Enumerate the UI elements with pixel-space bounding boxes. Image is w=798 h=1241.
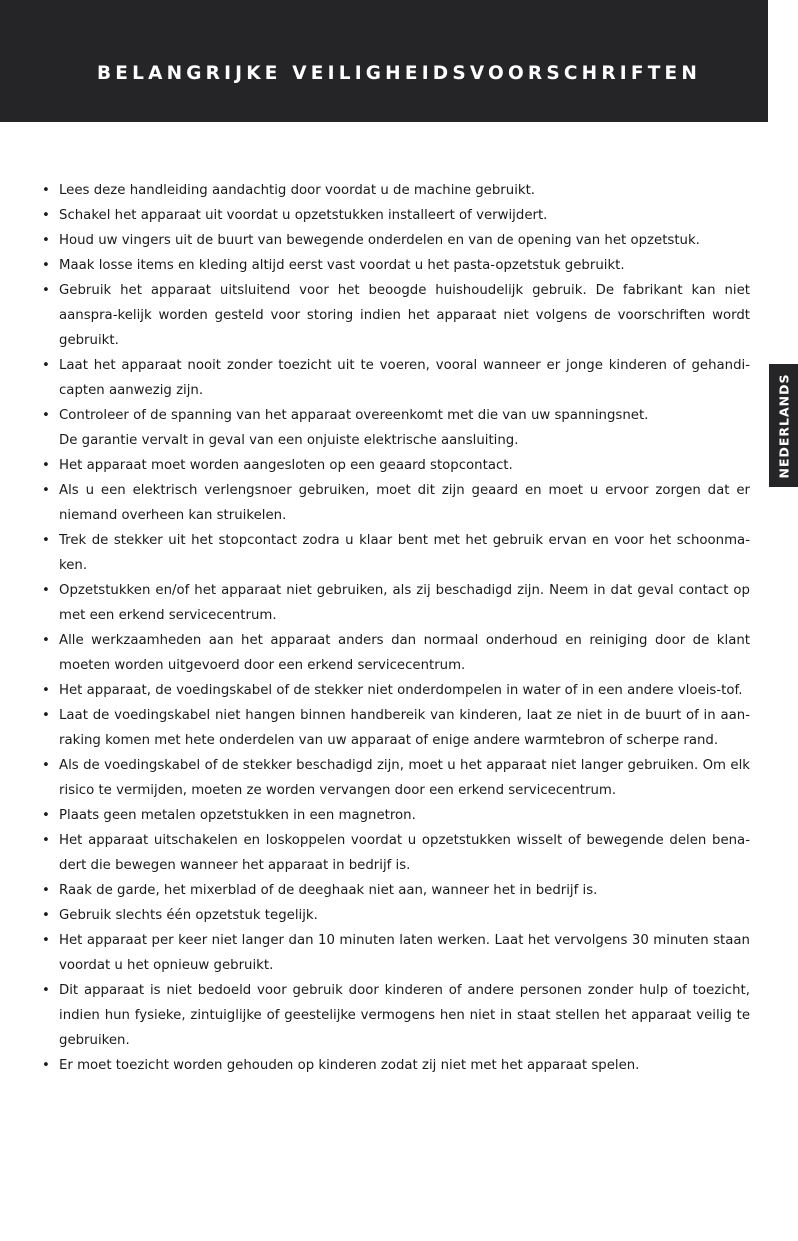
list-item: • Als u een elektrisch verlengsnoer gebruiken, moet dit zijn geaard en moet u ervoor zorgen dat er niemand overheen kan struikelen. bbox=[40, 478, 750, 528]
list-item: • Dit apparaat is niet bedoeld voor gebruik door kinderen of andere personen zonder hulp of toezicht, indien hun fysieke, zintuiglijke of geestelijke vermogens hen niet in staat stellen het apparaat veilig te gebruiken. bbox=[40, 978, 750, 1053]
safety-instructions-list bbox=[40, 178, 750, 1078]
list-item: • Als de voedingskabel of de stekker beschadigd zijn, moet u het apparaat niet langer gebruiken. Om elk risico te vermijden, moeten ze worden vervangen door een erkend servicecentrum. bbox=[40, 753, 750, 803]
list-item: • Plaats geen metalen opzetstukken in een magnetron. bbox=[40, 803, 750, 828]
list-item: • Gebruik slechts één opzetstuk tegelijk. bbox=[40, 903, 750, 928]
list-item: • Alle werkzaamheden aan het apparaat anders dan normaal onderhoud en reiniging door de klant moeten worden uitgevoerd door een erkend servicecentrum. bbox=[40, 628, 750, 678]
language-tab-label: NEDERLANDS bbox=[776, 372, 791, 479]
list-item: • Maak losse items en kleding altijd eerst vast voordat u het pasta-opzetstuk gebruikt. bbox=[40, 253, 750, 278]
page-title: BELANGRIJKE VEILIGHEIDSVOORSCHRIFTEN bbox=[96, 63, 702, 84]
list-item: • Het apparaat per keer niet langer dan 10 minuten laten werken. Laat het vervolgens 30 minuten staan voordat u het opnieuw gebruikt. bbox=[40, 928, 750, 978]
list-item: • Laat het apparaat nooit zonder toezicht uit te voeren, vooral wanneer er jonge kinderen of gehandi-capten aanwezig zijn. bbox=[40, 353, 750, 403]
list-item: • Lees deze handleiding aandachtig door voordat u de machine gebruikt. bbox=[40, 178, 750, 203]
list-item-line: • Controleer of de spanning van het apparaat overeenkomt met die van uw spanningsnet. bbox=[59, 408, 649, 423]
list-item bbox=[40, 403, 750, 453]
list-item: • Het apparaat moet worden aangesloten op een geaard stopcontact. bbox=[40, 453, 750, 478]
list-item: • Raak de garde, het mixerblad of de deeghaak niet aan, wanneer het in bedrijf is. bbox=[40, 878, 750, 903]
list-item: • Schakel het apparaat uit voordat u opzetstukken installeert of verwijdert. bbox=[40, 203, 750, 228]
list-item-line: De garantie vervalt in geval van een onjuiste elektrische aansluiting. bbox=[59, 433, 519, 448]
list-item: • Opzetstukken en/of het apparaat niet gebruiken, als zij beschadigd zijn. Neem in dat geval contact op met een erkend servicecentrum. bbox=[40, 578, 750, 628]
list-item: • Houd uw vingers uit de buurt van bewegende onderdelen en van de opening van het opzetstuk. bbox=[40, 228, 750, 253]
list-item: • Trek de stekker uit het stopcontact zodra u klaar bent met het gebruik ervan en voor het schoonma-ken. bbox=[40, 528, 750, 578]
list-item: • Er moet toezicht worden gehouden op kinderen zodat zij niet met het apparaat spelen. bbox=[40, 1053, 750, 1078]
list-item: • Het apparaat, de voedingskabel of de stekker niet onderdompelen in water of in een andere vloeis-tof. bbox=[40, 678, 750, 703]
list-item: • Het apparaat uitschakelen en loskoppelen voordat u opzetstukken wisselt of bewegende delen bena-dert die bewegen wanneer het apparaat in bedrijf is. bbox=[40, 828, 750, 878]
list-item: • Laat de voedingskabel niet hangen binnen handbereik van kinderen, laat ze niet in de buurt of in aan-raking komen met hete onderdelen van uw apparaat of enige andere warmtebron of scherpe rand. bbox=[40, 703, 750, 753]
list-item: • Gebruik het apparaat uitsluitend voor het beoogde huishoudelijk gebruik. De fabrikant kan niet aanspra-kelijk worden gesteld voor storing indien het apparaat niet volgens de voorschriften wordt gebruikt. bbox=[40, 278, 750, 353]
language-tab bbox=[769, 364, 798, 487]
